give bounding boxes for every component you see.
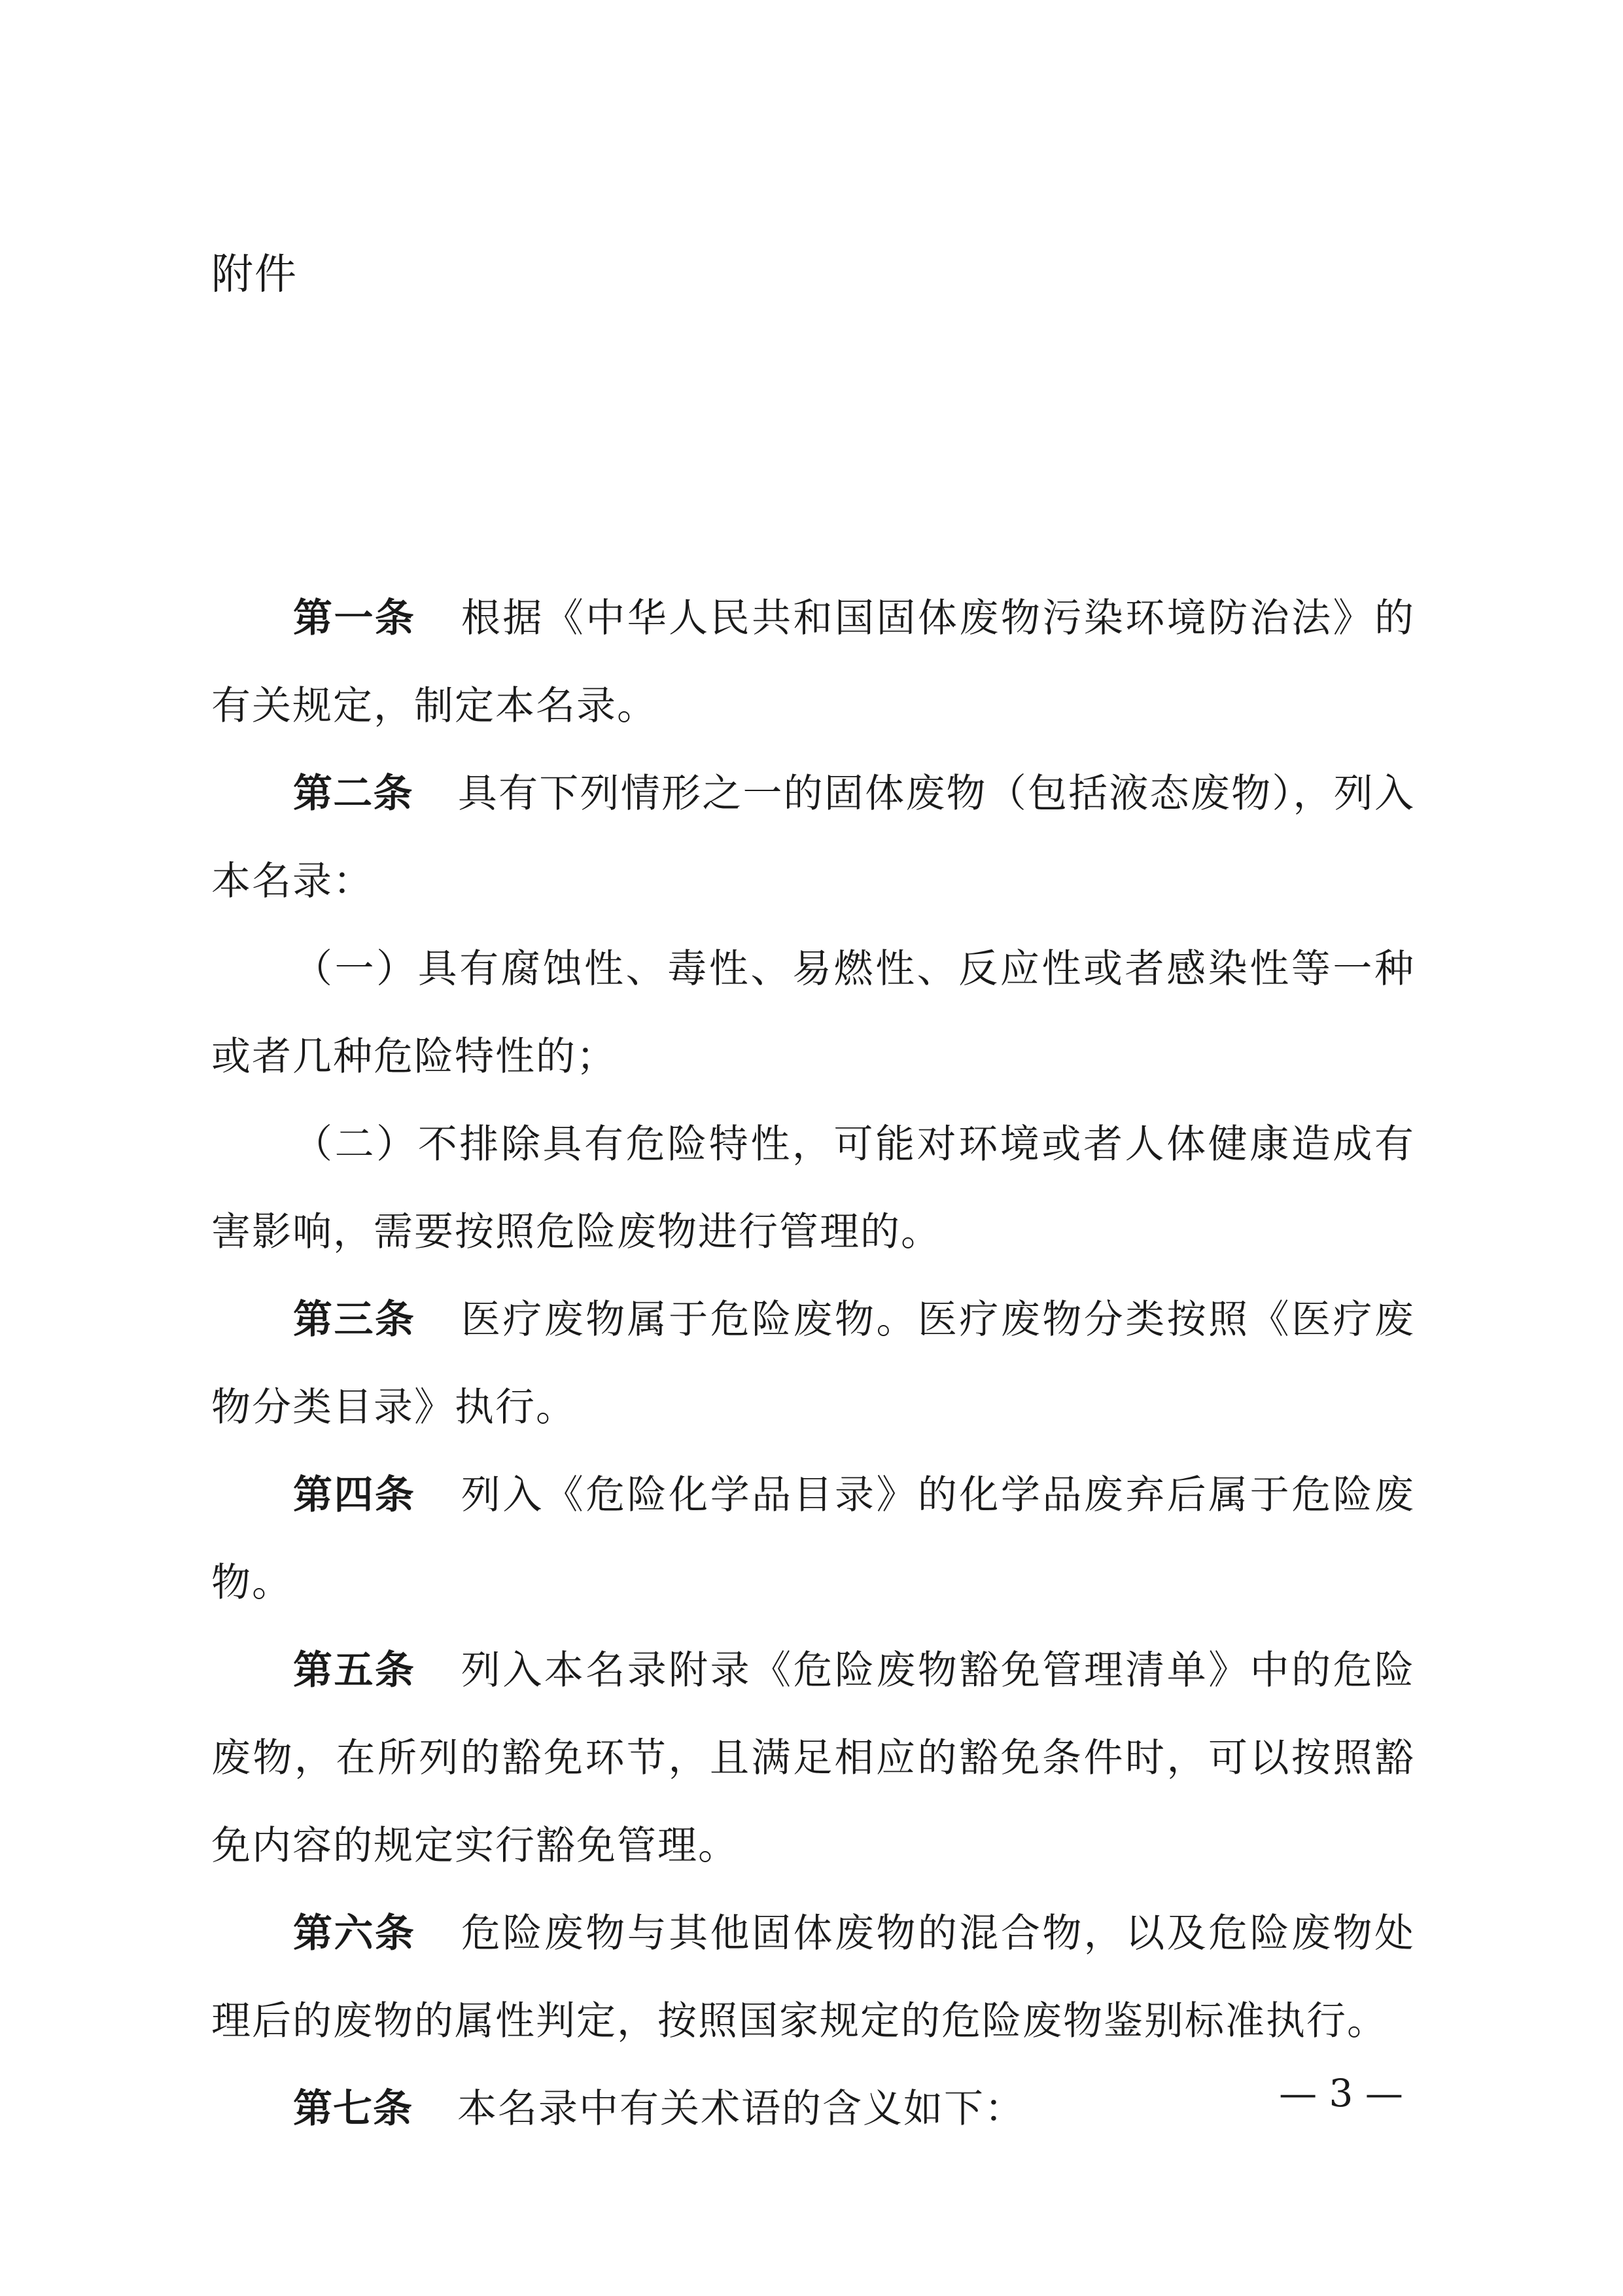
article-4 [211, 1451, 1415, 1627]
article-heading: 第五条 [293, 1648, 416, 1693]
article-heading: 第三条 [293, 1297, 416, 1343]
article-2-item-1 [211, 925, 1415, 1101]
article-text: 本名录中有关术语的含义如下： [457, 2086, 1025, 2132]
body-text [211, 574, 1415, 2153]
page-number: — 3 — [1279, 2071, 1403, 2115]
article-6 [211, 1890, 1415, 2065]
item-text: （二）不排除具有危险特性，可能对环境或者人体健康造成有害影响，需要按照危险废物进行管理的。 [211, 1122, 1415, 1255]
article-text: 列入本名录附录《危险废物豁免管理清单》中的危险废物，在所列的豁免环节，且满足相应的豁免条件时，可以按照豁免内容的规定实行豁免管理。 [211, 1648, 1416, 1869]
article-heading: 第七条 [293, 2086, 413, 2132]
article-heading: 第二条 [293, 771, 413, 817]
attachment-label: 附件 [211, 251, 298, 299]
article-heading: 第一条 [293, 595, 416, 641]
article-text: 医疗废物属于危险废物。医疗废物分类按照《医疗废物分类目录》执行。 [211, 1297, 1416, 1430]
article-heading: 第四条 [293, 1472, 416, 1518]
article-3 [211, 1276, 1415, 1451]
article-7 [211, 2065, 1415, 2153]
article-2 [211, 750, 1415, 925]
article-text: 根据《中华人民共和国固体废物污染环境防治法》的有关规定，制定本名录。 [211, 595, 1416, 729]
article-text: 危险废物与其他固体废物的混合物，以及危险废物处理后的废物的属性判定，按照国家规定的危险废物鉴别标准执行。 [211, 1911, 1416, 2044]
article-2-item-2 [211, 1101, 1415, 1276]
article-5 [211, 1627, 1415, 1890]
item-text: （一）具有腐蚀性、毒性、易燃性、反应性或者感染性等一种或者几种危险特性的； [211, 946, 1415, 1080]
article-text: 具有下列情形之一的固体废物（包括液态废物），列入本名录： [211, 771, 1416, 904]
article-text: 列入《危险化学品目录》的化学品废弃后属于危险废物。 [211, 1472, 1416, 1606]
article-1 [211, 574, 1415, 750]
article-heading: 第六条 [293, 1911, 416, 1956]
